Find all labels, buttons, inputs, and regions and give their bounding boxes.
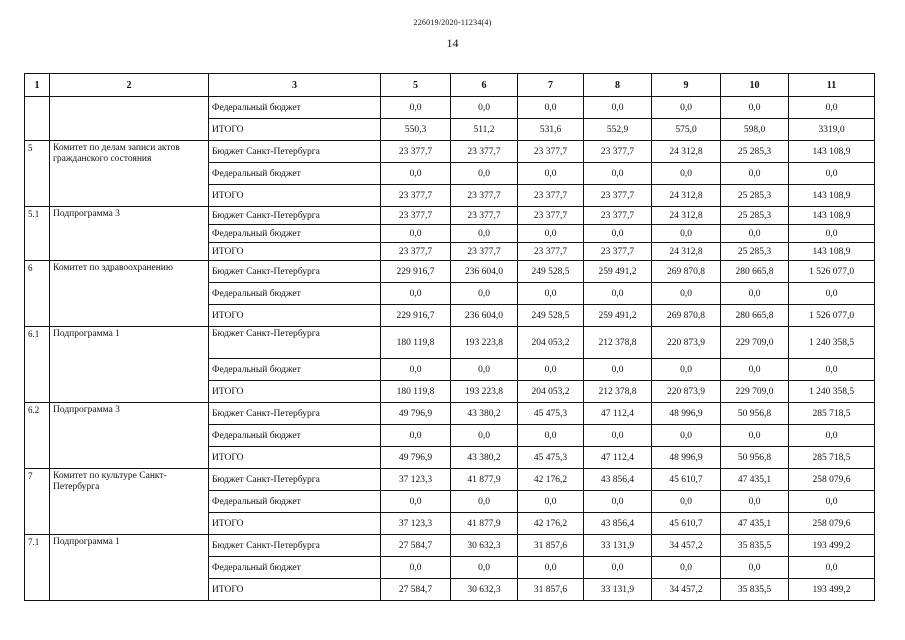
value-cell: 33 131,9 xyxy=(584,535,652,557)
value-cell: 24 312,8 xyxy=(652,207,721,225)
value-cell: 575,0 xyxy=(652,119,721,141)
funding-source: ИТОГО xyxy=(209,305,381,327)
value-cell: 269 870,8 xyxy=(652,305,721,327)
row-name: Подпрограмма 3 xyxy=(50,207,209,261)
value-cell: 193 499,2 xyxy=(789,579,875,601)
value-cell: 249 528,5 xyxy=(518,261,584,283)
value-cell: 236 604,0 xyxy=(451,261,518,283)
value-cell: 550,3 xyxy=(381,119,451,141)
value-cell: 229 916,7 xyxy=(381,305,451,327)
value-cell: 43 856,4 xyxy=(584,513,652,535)
value-cell: 0,0 xyxy=(381,491,451,513)
value-cell: 143 108,9 xyxy=(789,207,875,225)
value-cell: 23 377,7 xyxy=(584,243,652,261)
value-cell: 552,9 xyxy=(584,119,652,141)
value-cell: 531,6 xyxy=(518,119,584,141)
column-header: 8 xyxy=(584,74,652,97)
row-name: Комитет по делам записи актов гражданского состояния xyxy=(50,141,209,207)
value-cell: 1 526 077,0 xyxy=(789,305,875,327)
value-cell: 0,0 xyxy=(381,163,451,185)
value-cell: 0,0 xyxy=(584,557,652,579)
value-cell: 0,0 xyxy=(381,97,451,119)
value-cell: 25 285,3 xyxy=(721,141,789,163)
value-cell: 35 835,5 xyxy=(721,535,789,557)
value-cell: 0,0 xyxy=(518,97,584,119)
table-row xyxy=(25,141,875,163)
value-cell: 0,0 xyxy=(721,97,789,119)
value-cell: 23 377,7 xyxy=(518,243,584,261)
value-cell: 258 079,6 xyxy=(789,469,875,491)
value-cell: 204 053,2 xyxy=(518,381,584,403)
value-cell: 0,0 xyxy=(451,225,518,243)
column-header: 11 xyxy=(789,74,875,97)
value-cell: 236 604,0 xyxy=(451,305,518,327)
value-cell: 0,0 xyxy=(381,425,451,447)
value-cell: 23 377,7 xyxy=(381,243,451,261)
value-cell: 27 584,7 xyxy=(381,535,451,557)
value-cell: 143 108,9 xyxy=(789,141,875,163)
value-cell: 0,0 xyxy=(789,425,875,447)
funding-source: Бюджет Санкт-Петербурга xyxy=(209,261,381,283)
value-cell: 37 123,3 xyxy=(381,469,451,491)
table-row xyxy=(25,403,875,425)
funding-source: ИТОГО xyxy=(209,185,381,207)
value-cell: 47 112,4 xyxy=(584,403,652,425)
value-cell: 42 176,2 xyxy=(518,469,584,491)
value-cell: 23 377,7 xyxy=(381,185,451,207)
value-cell: 143 108,9 xyxy=(789,243,875,261)
column-header: 9 xyxy=(652,74,721,97)
value-cell: 23 377,7 xyxy=(518,207,584,225)
value-cell: 30 632,3 xyxy=(451,579,518,601)
value-cell: 27 584,7 xyxy=(381,579,451,601)
value-cell: 23 377,7 xyxy=(518,185,584,207)
funding-source: ИТОГО xyxy=(209,579,381,601)
value-cell: 0,0 xyxy=(721,557,789,579)
value-cell: 42 176,2 xyxy=(518,513,584,535)
value-cell: 0,0 xyxy=(584,97,652,119)
funding-source: Федеральный бюджет xyxy=(209,225,381,243)
funding-source: Федеральный бюджет xyxy=(209,425,381,447)
row-index xyxy=(25,97,50,141)
value-cell: 0,0 xyxy=(381,283,451,305)
value-cell: 1 526 077,0 xyxy=(789,261,875,283)
value-cell: 193 223,8 xyxy=(451,381,518,403)
value-cell: 25 285,3 xyxy=(721,185,789,207)
value-cell: 31 857,6 xyxy=(518,535,584,557)
value-cell: 0,0 xyxy=(721,491,789,513)
value-cell: 50 956,8 xyxy=(721,447,789,469)
row-name: Комитет по культуре Санкт-Петербурга xyxy=(50,469,209,535)
value-cell: 33 131,9 xyxy=(584,579,652,601)
funding-source: ИТОГО xyxy=(209,513,381,535)
row-index: 5 xyxy=(25,141,50,207)
value-cell: 41 877,9 xyxy=(451,469,518,491)
value-cell: 37 123,3 xyxy=(381,513,451,535)
funding-source: Бюджет Санкт-Петербурга xyxy=(209,141,381,163)
funding-source: Бюджет Санкт-Петербурга xyxy=(209,207,381,225)
table-row xyxy=(25,535,875,557)
value-cell: 3319,0 xyxy=(789,119,875,141)
value-cell: 47 435,1 xyxy=(721,513,789,535)
value-cell: 0,0 xyxy=(451,491,518,513)
value-cell: 23 377,7 xyxy=(381,141,451,163)
funding-source: Федеральный бюджет xyxy=(209,283,381,305)
value-cell: 180 119,8 xyxy=(381,327,451,359)
value-cell: 1 240 358,5 xyxy=(789,381,875,403)
value-cell: 49 796,9 xyxy=(381,447,451,469)
value-cell: 204 053,2 xyxy=(518,327,584,359)
column-header: 3 xyxy=(209,74,381,97)
table-row xyxy=(25,207,875,225)
value-cell: 34 457,2 xyxy=(652,579,721,601)
value-cell: 0,0 xyxy=(518,491,584,513)
funding-source: Федеральный бюджет xyxy=(209,557,381,579)
value-cell: 0,0 xyxy=(518,359,584,381)
value-cell: 31 857,6 xyxy=(518,579,584,601)
value-cell: 0,0 xyxy=(518,225,584,243)
value-cell: 259 491,2 xyxy=(584,261,652,283)
value-cell: 0,0 xyxy=(451,283,518,305)
value-cell: 23 377,7 xyxy=(381,207,451,225)
value-cell: 45 475,3 xyxy=(518,447,584,469)
value-cell: 0,0 xyxy=(652,283,721,305)
value-cell: 35 835,5 xyxy=(721,579,789,601)
value-cell: 0,0 xyxy=(518,557,584,579)
row-name: Подпрограмма 1 xyxy=(50,327,209,403)
value-cell: 25 285,3 xyxy=(721,243,789,261)
value-cell: 49 796,9 xyxy=(381,403,451,425)
value-cell: 229 709,0 xyxy=(721,327,789,359)
value-cell: 229 916,7 xyxy=(381,261,451,283)
value-cell: 0,0 xyxy=(721,163,789,185)
row-index: 7 xyxy=(25,469,50,535)
column-header: 2 xyxy=(50,74,209,97)
value-cell: 0,0 xyxy=(451,425,518,447)
value-cell: 0,0 xyxy=(584,491,652,513)
value-cell: 0,0 xyxy=(652,425,721,447)
value-cell: 34 457,2 xyxy=(652,535,721,557)
value-cell: 45 610,7 xyxy=(652,513,721,535)
funding-source: Федеральный бюджет xyxy=(209,163,381,185)
value-cell: 0,0 xyxy=(652,163,721,185)
value-cell: 0,0 xyxy=(721,425,789,447)
value-cell: 45 475,3 xyxy=(518,403,584,425)
value-cell: 0,0 xyxy=(652,225,721,243)
value-cell: 0,0 xyxy=(584,163,652,185)
document-code: 226019/2020-11234(4) xyxy=(413,18,492,27)
page-number: 14 xyxy=(446,36,459,50)
value-cell: 0,0 xyxy=(721,225,789,243)
column-header: 7 xyxy=(518,74,584,97)
funding-source: ИТОГО xyxy=(209,381,381,403)
value-cell: 0,0 xyxy=(451,163,518,185)
value-cell: 229 709,0 xyxy=(721,381,789,403)
column-header: 1 xyxy=(25,74,50,97)
value-cell: 43 380,2 xyxy=(451,403,518,425)
value-cell: 41 877,9 xyxy=(451,513,518,535)
value-cell: 259 491,2 xyxy=(584,305,652,327)
value-cell: 45 610,7 xyxy=(652,469,721,491)
value-cell: 23 377,7 xyxy=(584,141,652,163)
row-index: 5.1 xyxy=(25,207,50,261)
value-cell: 285 718,5 xyxy=(789,403,875,425)
value-cell: 24 312,8 xyxy=(652,141,721,163)
value-cell: 47 112,4 xyxy=(584,447,652,469)
value-cell: 23 377,7 xyxy=(451,243,518,261)
value-cell: 212 378,8 xyxy=(584,327,652,359)
funding-source: Федеральный бюджет xyxy=(209,359,381,381)
row-name xyxy=(50,97,209,141)
value-cell: 0,0 xyxy=(789,163,875,185)
funding-source: Бюджет Санкт-Петербурга xyxy=(209,535,381,557)
value-cell: 23 377,7 xyxy=(451,141,518,163)
value-cell: 143 108,9 xyxy=(789,185,875,207)
value-cell: 258 079,6 xyxy=(789,513,875,535)
table-header-row xyxy=(25,74,875,97)
value-cell: 48 996,9 xyxy=(652,403,721,425)
value-cell: 0,0 xyxy=(451,97,518,119)
value-cell: 280 665,8 xyxy=(721,261,789,283)
value-cell: 24 312,8 xyxy=(652,243,721,261)
funding-source: Федеральный бюджет xyxy=(209,97,381,119)
value-cell: 0,0 xyxy=(789,359,875,381)
funding-source: Бюджет Санкт-Петербурга xyxy=(209,403,381,425)
value-cell: 220 873,9 xyxy=(652,381,721,403)
value-cell: 24 312,8 xyxy=(652,185,721,207)
row-index: 7.1 xyxy=(25,535,50,601)
budget-table xyxy=(24,73,875,601)
value-cell: 23 377,7 xyxy=(584,185,652,207)
value-cell: 193 223,8 xyxy=(451,327,518,359)
value-cell: 0,0 xyxy=(518,163,584,185)
funding-source: Бюджет Санкт-Петербурга xyxy=(209,469,381,491)
value-cell: 249 528,5 xyxy=(518,305,584,327)
row-name: Комитет по здравоохранению xyxy=(50,261,209,327)
value-cell: 0,0 xyxy=(451,359,518,381)
value-cell: 0,0 xyxy=(652,97,721,119)
value-cell: 0,0 xyxy=(789,283,875,305)
funding-source: ИТОГО xyxy=(209,243,381,261)
value-cell: 50 956,8 xyxy=(721,403,789,425)
value-cell: 0,0 xyxy=(652,557,721,579)
value-cell: 0,0 xyxy=(381,225,451,243)
funding-source: Федеральный бюджет xyxy=(209,491,381,513)
value-cell: 0,0 xyxy=(451,557,518,579)
value-cell: 269 870,8 xyxy=(652,261,721,283)
value-cell: 23 377,7 xyxy=(518,141,584,163)
row-name: Подпрограмма 3 xyxy=(50,403,209,469)
value-cell: 0,0 xyxy=(518,425,584,447)
value-cell: 25 285,3 xyxy=(721,207,789,225)
table-row xyxy=(25,469,875,491)
value-cell: 0,0 xyxy=(789,491,875,513)
value-cell: 598,0 xyxy=(721,119,789,141)
value-cell: 0,0 xyxy=(789,225,875,243)
value-cell: 220 873,9 xyxy=(652,327,721,359)
value-cell: 43 380,2 xyxy=(451,447,518,469)
value-cell: 511,2 xyxy=(451,119,518,141)
table-row xyxy=(25,327,875,359)
value-cell: 23 377,7 xyxy=(451,207,518,225)
row-index: 6 xyxy=(25,261,50,327)
funding-source: ИТОГО xyxy=(209,119,381,141)
value-cell: 0,0 xyxy=(652,491,721,513)
value-cell: 0,0 xyxy=(789,97,875,119)
row-index: 6.2 xyxy=(25,403,50,469)
value-cell: 0,0 xyxy=(789,557,875,579)
value-cell: 0,0 xyxy=(584,225,652,243)
value-cell: 0,0 xyxy=(381,359,451,381)
value-cell: 193 499,2 xyxy=(789,535,875,557)
value-cell: 0,0 xyxy=(584,283,652,305)
value-cell: 48 996,9 xyxy=(652,447,721,469)
table-row xyxy=(25,97,875,119)
row-name: Подпрограмма 1 xyxy=(50,535,209,601)
value-cell: 0,0 xyxy=(381,557,451,579)
value-cell: 0,0 xyxy=(721,359,789,381)
value-cell: 280 665,8 xyxy=(721,305,789,327)
value-cell: 1 240 358,5 xyxy=(789,327,875,359)
column-header: 5 xyxy=(381,74,451,97)
value-cell: 0,0 xyxy=(721,283,789,305)
column-header: 10 xyxy=(721,74,789,97)
value-cell: 43 856,4 xyxy=(584,469,652,491)
value-cell: 47 435,1 xyxy=(721,469,789,491)
value-cell: 180 119,8 xyxy=(381,381,451,403)
value-cell: 285 718,5 xyxy=(789,447,875,469)
value-cell: 0,0 xyxy=(652,359,721,381)
value-cell: 23 377,7 xyxy=(451,185,518,207)
table-row xyxy=(25,261,875,283)
funding-source: ИТОГО xyxy=(209,447,381,469)
value-cell: 212 378,8 xyxy=(584,381,652,403)
value-cell: 23 377,7 xyxy=(584,207,652,225)
value-cell: 0,0 xyxy=(584,359,652,381)
value-cell: 30 632,3 xyxy=(451,535,518,557)
funding-source: Бюджет Санкт-Петербурга xyxy=(209,327,381,359)
value-cell: 0,0 xyxy=(518,283,584,305)
value-cell: 0,0 xyxy=(584,425,652,447)
row-index: 6.1 xyxy=(25,327,50,403)
column-header: 6 xyxy=(451,74,518,97)
